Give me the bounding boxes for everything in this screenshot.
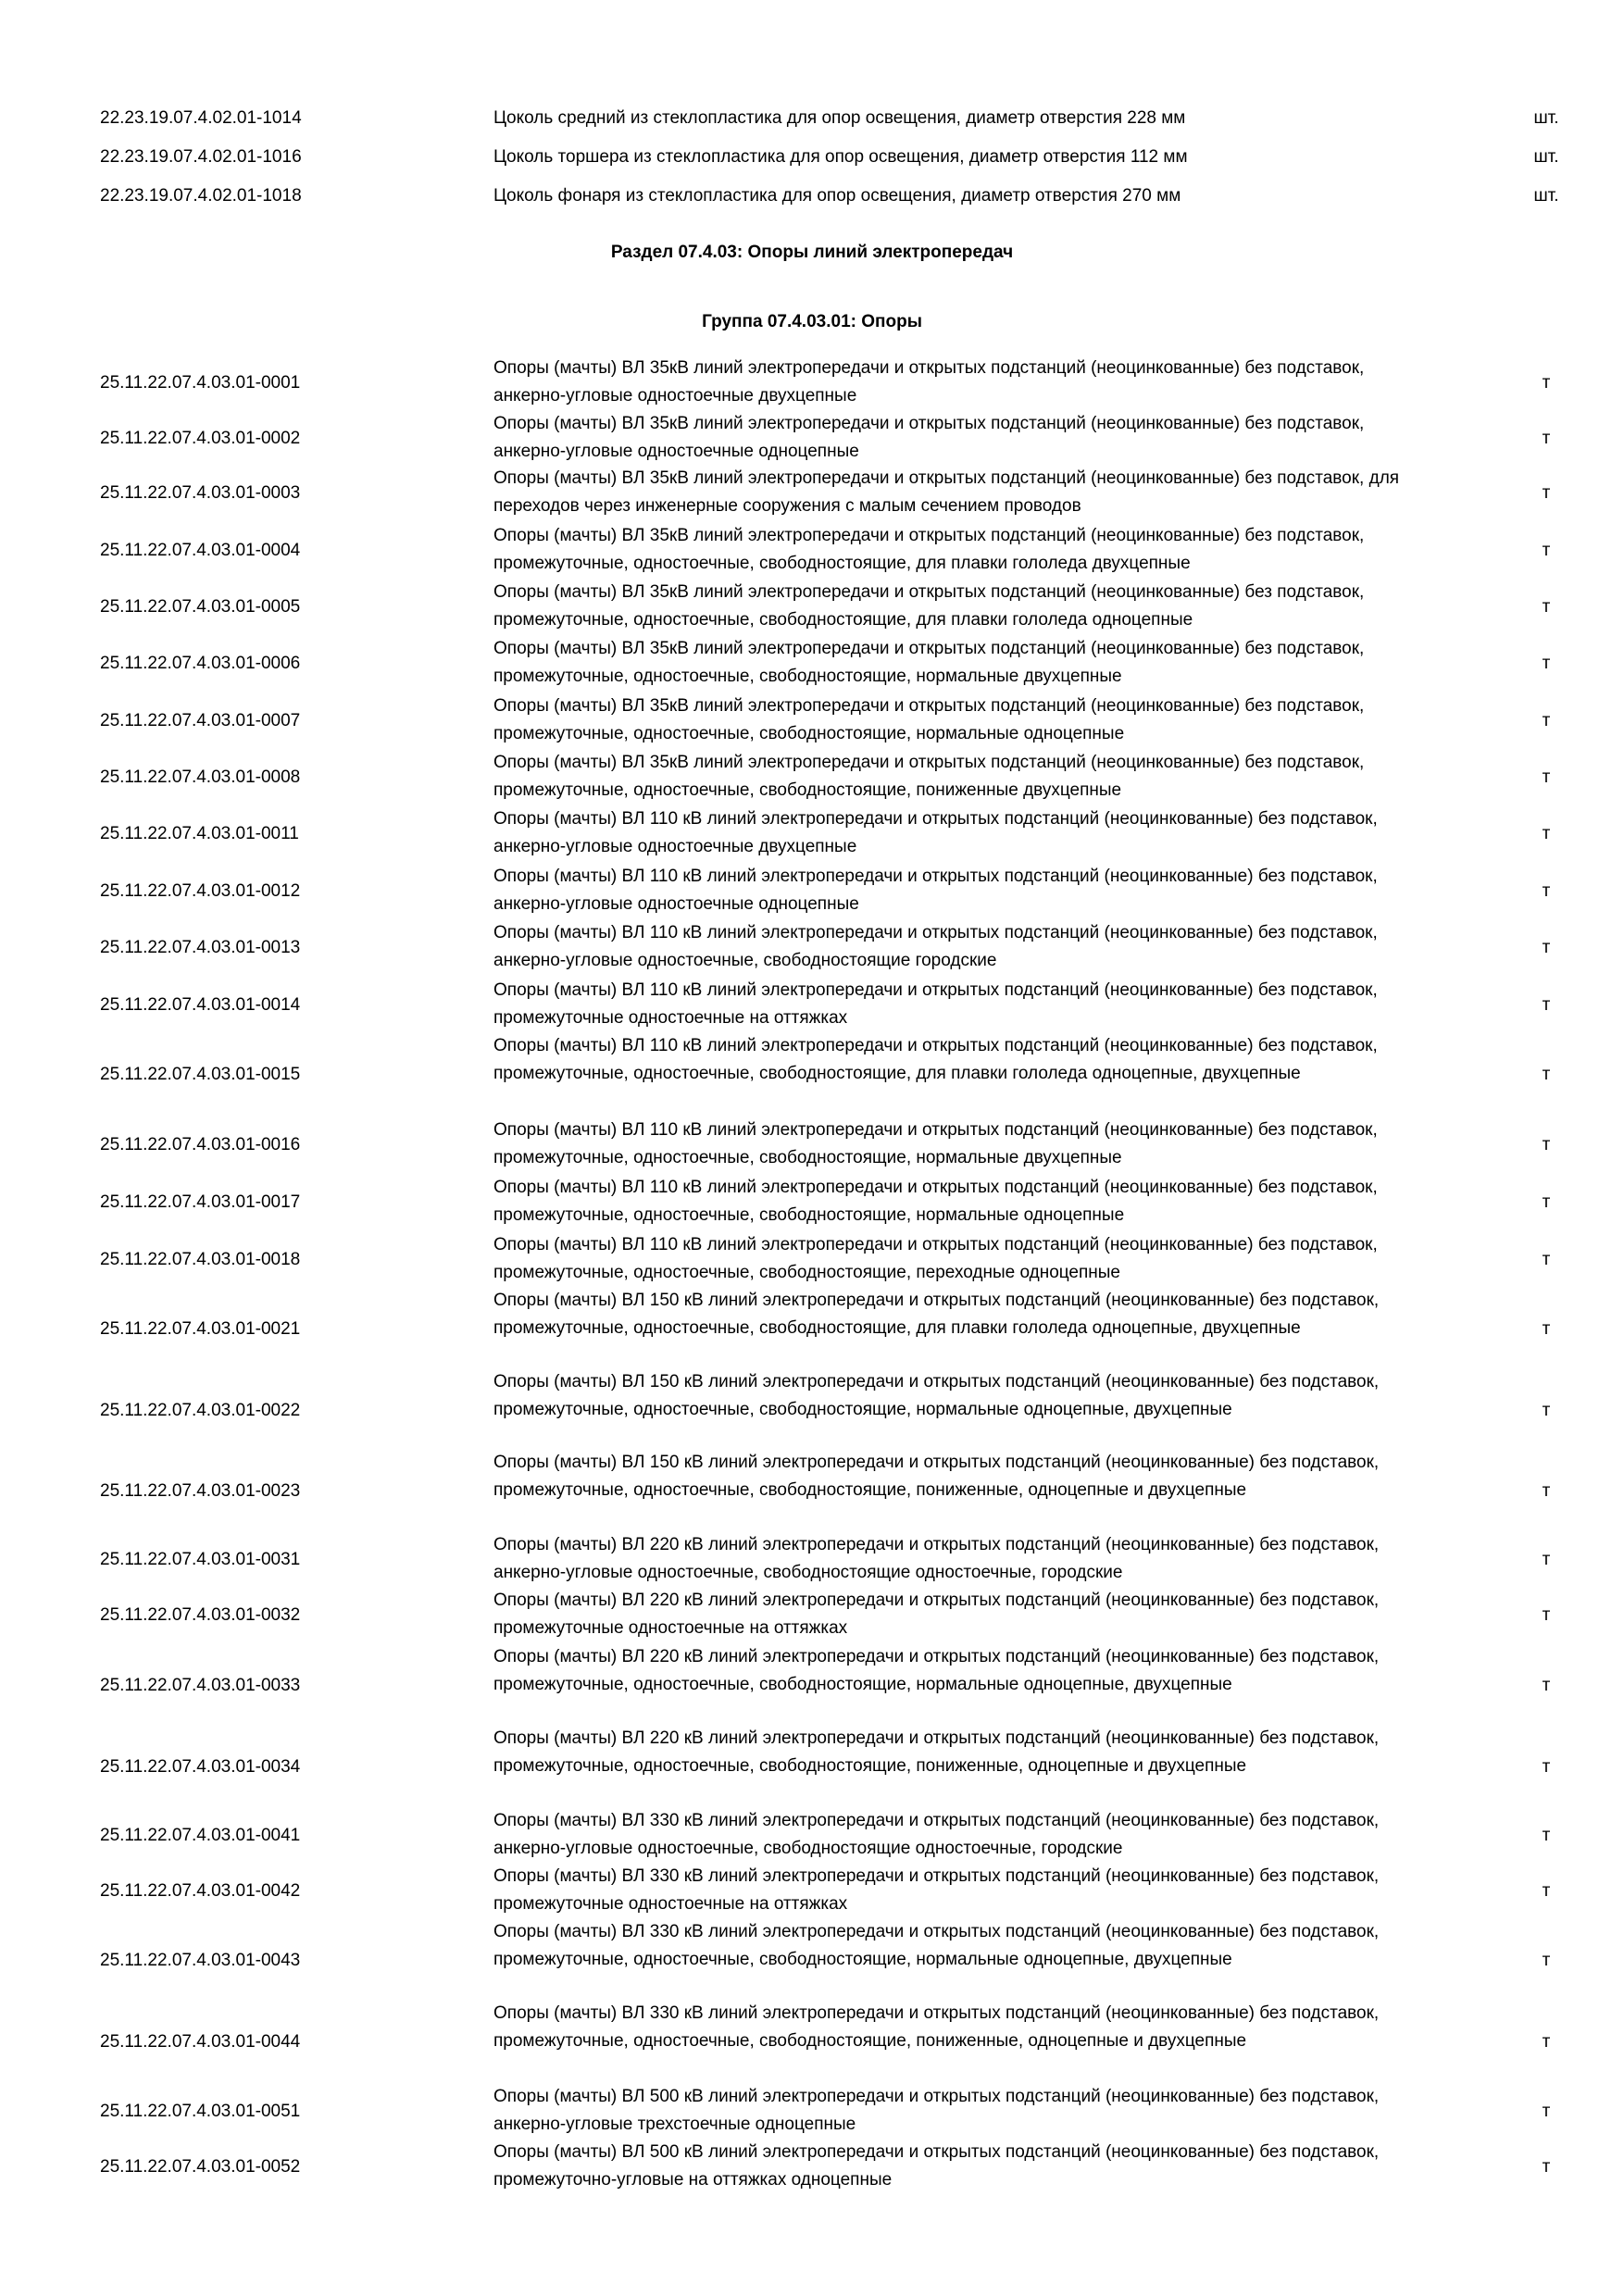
row-code: 25.11.22.07.4.03.01-0051 [100,2102,301,2121]
table-row [0,1368,1624,1454]
row-unit: т [1542,429,1551,448]
row-unit: т [1542,2157,1551,2177]
row-code: 25.11.22.07.4.03.01-0012 [100,881,301,901]
row-description: Опоры (мачты) ВЛ 500 кВ линий электропередачи и открытых подстанций (неоцинкованные) без подставок, анкерно-угловые трехстоечные одноцепные [493,2087,1380,2134]
table-row [0,863,1624,920]
table-row [0,1863,1624,1920]
row-description: Опоры (мачты) ВЛ 110 кВ линий электропередачи и открытых подстанций (неоцинкованные) без подставок, промежуточные, одностоечные, свободностоящие, переходные одноцепные [493,1235,1378,1282]
table-row [0,579,1624,636]
row-description: Опоры (мачты) ВЛ 110 кВ линий электропередачи и открытых подстанций (неоцинкованные) без подставок, промежуточные одностоечные на оттяжках [493,980,1378,1028]
table-row [0,977,1624,1034]
row-code: 25.11.22.07.4.03.01-0015 [100,1065,301,1084]
row-unit: т [1542,1757,1551,1777]
row-description: Опоры (мачты) ВЛ 220 кВ линий электропередачи и открытых подстанций (неоцинкованные) без подставок, промежуточные, одностоечные, свободностоящие, пониженные, одноцепные и двухцепные [493,1728,1380,1776]
row-unit: т [1542,1605,1551,1625]
row-code: 25.11.22.07.4.03.01-0033 [100,1676,301,1695]
table-row [0,805,1624,863]
row-description: Опоры (мачты) ВЛ 35кВ линий электропередачи и открытых подстанций (неоцинкованные) без подставок, промежуточные, одностоечные, свободностоящие, нормальные двухцепные [493,639,1365,686]
row-code: 25.11.22.07.4.03.01-0022 [100,1401,301,1420]
row-code: 25.11.22.07.4.03.01-0006 [100,654,301,673]
row-unit: т [1542,824,1551,843]
row-code: 25.11.22.07.4.03.01-0052 [100,2157,301,2177]
row-unit: т [1542,767,1551,787]
row-unit: шт. [1533,186,1559,206]
table-row [0,1725,1624,1810]
row-description: Опоры (мачты) ВЛ 330 кВ линий электропередачи и открытых подстанций (неоцинкованные) без подставок, промежуточные, одностоечные, свободностоящие, пониженные, одноцепные и двухцепные [493,2003,1380,2051]
row-code: 25.11.22.07.4.03.01-0021 [100,1319,301,1339]
row-description: Опоры (мачты) ВЛ 35кВ линий электропередачи и открытых подстанций (неоцинкованные) без подставок, промежуточные, одностоечные, свободностоящие, пониженные двухцепные [493,753,1365,800]
table-row [0,522,1624,580]
table-row [0,410,1624,468]
row-code: 25.11.22.07.4.03.01-0043 [100,1951,301,1970]
row-unit: шт. [1533,108,1559,128]
row-description: Опоры (мачты) ВЛ 220 кВ линий электропередачи и открытых подстанций (неоцинкованные) без подставок, анкерно-угловые одностоечные, свободностоящие одностоечные, городские [493,1535,1380,1582]
row-description: Опоры (мачты) ВЛ 110 кВ линий электропередачи и открытых подстанций (неоцинкованные) без подставок, промежуточные, одностоечные, свободностоящие, нормальные двухцепные [493,1120,1378,1167]
row-description: Опоры (мачты) ВЛ 150 кВ линий электропередачи и открытых подстанций (неоцинкованные) без подставок, промежуточные, одностоечные, свободностоящие, нормальные одноцепные, двухцепные [493,1372,1380,1419]
table-row [0,355,1624,412]
row-code: 25.11.22.07.4.03.01-0002 [100,429,301,448]
row-description: Опоры (мачты) ВЛ 220 кВ линий электропередачи и открытых подстанций (неоцинкованные) без подставок, промежуточные, одностоечные, свободностоящие, нормальные одноцепные, двухцепные [493,1647,1380,1694]
row-description: Опоры (мачты) ВЛ 35кВ линий электропередачи и открытых подстанций (неоцинкованные) без подставок, анкерно-угловые одностоечные одноцепные [493,414,1365,461]
row-description: Опоры (мачты) ВЛ 35кВ линий электропередачи и открытых подстанций (неоцинкованные) без подставок, для переходов через инженерные сооружения с малым сечением проводов [493,468,1400,516]
row-code: 25.11.22.07.4.03.01-0023 [100,1481,301,1501]
row-description: Опоры (мачты) ВЛ 35кВ линий электропередачи и открытых подстанций (неоцинкованные) без подставок, анкерно-угловые одностоечные двухцепные [493,358,1365,406]
row-description: Опоры (мачты) ВЛ 220 кВ линий электропередачи и открытых подстанций (неоцинкованные) без подставок, промежуточные одностоечные на оттяжках [493,1591,1380,1638]
row-code: 22.23.19.07.4.02.01-1016 [100,147,302,167]
row-description: Опоры (мачты) ВЛ 110 кВ линий электропередачи и открытых подстанций (неоцинкованные) без подставок, промежуточные, одностоечные, свободностоящие, для плавки гололеда одноцепные, двухцепные [493,1036,1378,1083]
table-row [0,465,1624,522]
row-unit: т [1542,483,1551,503]
row-description: Опоры (мачты) ВЛ 35кВ линий электропередачи и открытых подстанций (неоцинкованные) без подставок, промежуточные, одностоечные, свободностоящие, нормальные одноцепные [493,696,1365,743]
row-code: 22.23.19.07.4.02.01-1014 [100,108,302,128]
row-code: 25.11.22.07.4.03.01-0017 [100,1192,301,1212]
table-row [0,1117,1624,1174]
section-title: Раздел 07.4.03: Опоры линий электропередач [610,243,1014,262]
row-unit: т [1542,2032,1551,2052]
row-description: Опоры (мачты) ВЛ 150 кВ линий электропередачи и открытых подстанций (неоцинкованные) без подставок, промежуточные, одностоечные, свободностоящие, для плавки гололеда одноцепные, двухцепные [493,1291,1380,1338]
table-row [0,1174,1624,1231]
row-code: 25.11.22.07.4.03.01-0011 [100,824,299,843]
row-description: Цоколь торшера из стеклопластика для опор освещения, диаметр отверстия 112 мм [493,147,1188,167]
table-row [0,1531,1624,1589]
row-code: 22.23.19.07.4.02.01-1018 [100,186,302,206]
table-row [0,919,1624,977]
row-description: Опоры (мачты) ВЛ 35кВ линий электропередачи и открытых подстанций (неоцинкованные) без подставок, промежуточные, одностоечные, свободностоящие, для плавки гололеда одноцепные [493,582,1365,630]
table-row [0,2083,1624,2140]
row-code: 25.11.22.07.4.03.01-0005 [100,597,301,617]
table-row [0,2139,1624,2196]
table-row [0,182,1624,210]
table-row [0,1032,1624,1117]
table-row [0,144,1624,171]
row-unit: т [1542,597,1551,617]
row-code: 25.11.22.07.4.03.01-0032 [100,1605,301,1625]
row-unit: т [1542,1676,1551,1695]
row-description: Опоры (мачты) ВЛ 500 кВ линий электропередачи и открытых подстанций (неоцинкованные) без подставок, промежуточно-угловые на оттяжках одноцепные [493,2142,1380,2190]
row-code: 25.11.22.07.4.03.01-0018 [100,1250,301,1269]
table-row [0,1643,1624,1728]
group-title: Группа 07.4.03.01: Опоры [702,312,922,331]
row-code: 25.11.22.07.4.03.01-0014 [100,995,301,1015]
row-unit: т [1542,1319,1551,1339]
row-unit: т [1542,1826,1551,1845]
row-code: 25.11.22.07.4.03.01-0041 [100,1826,301,1845]
table-row [0,1807,1624,1865]
row-code: 25.11.22.07.4.03.01-0004 [100,541,301,560]
table-row [0,749,1624,806]
row-unit: т [1542,881,1551,901]
row-unit: т [1542,541,1551,560]
table-row [0,1231,1624,1289]
row-code: 25.11.22.07.4.03.01-0007 [100,711,301,730]
row-unit: т [1542,1550,1551,1569]
table-row [0,1449,1624,1534]
row-code: 25.11.22.07.4.03.01-0034 [100,1757,301,1777]
row-code: 25.11.22.07.4.03.01-0003 [100,483,301,503]
row-unit: т [1542,654,1551,673]
table-row [0,693,1624,750]
row-description: Опоры (мачты) ВЛ 110 кВ линий электропередачи и открытых подстанций (неоцинкованные) без подставок, анкерно-угловые одностоечные, свободностоящие городские [493,923,1378,970]
row-unit: т [1542,1192,1551,1212]
row-description: Опоры (мачты) ВЛ 110 кВ линий электропередачи и открытых подстанций (неоцинкованные) без подставок, анкерно-угловые одностоечные одноцепные [493,867,1378,914]
row-description: Опоры (мачты) ВЛ 330 кВ линий электропередачи и открытых подстанций (неоцинкованные) без подставок, промежуточные, одностоечные, свободностоящие, нормальные одноцепные, двухцепные [493,1922,1380,1969]
row-unit: т [1542,2102,1551,2121]
row-code: 25.11.22.07.4.03.01-0013 [100,938,301,957]
table-row [0,635,1624,693]
row-unit: т [1542,1135,1551,1154]
row-description: Цоколь средний из стеклопластика для опор освещения, диаметр отверстия 228 мм [493,108,1186,128]
row-description: Опоры (мачты) ВЛ 150 кВ линий электропередачи и открытых подстанций (неоцинкованные) без подставок, промежуточные, одностоечные, свободностоящие, пониженные, одноцепные и двухцепные [493,1453,1380,1500]
row-code: 25.11.22.07.4.03.01-0008 [100,767,301,787]
row-code: 25.11.22.07.4.03.01-0001 [100,373,301,393]
row-description: Опоры (мачты) ВЛ 330 кВ линий электропередачи и открытых подстанций (неоцинкованные) без подставок, анкерно-угловые одностоечные, свободностоящие одностоечные, городские [493,1811,1380,1858]
row-unit: т [1542,1951,1551,1970]
table-row [0,1287,1624,1372]
table-row [0,1587,1624,1644]
table-row [0,2000,1624,2085]
row-description: Цоколь фонаря из стеклопластика для опор освещения, диаметр отверстия 270 мм [493,186,1181,206]
row-code: 25.11.22.07.4.03.01-0031 [100,1550,301,1569]
row-unit: т [1542,938,1551,957]
row-code: 25.11.22.07.4.03.01-0042 [100,1881,301,1901]
table-row [0,105,1624,132]
row-description: Опоры (мачты) ВЛ 110 кВ линий электропередачи и открытых подстанций (неоцинкованные) без подставок, промежуточные, одностоечные, свободностоящие, нормальные одноцепные [493,1178,1378,1225]
row-unit: т [1542,1881,1551,1901]
row-unit: т [1542,1401,1551,1420]
row-unit: т [1542,1065,1551,1084]
row-unit: шт. [1533,147,1559,167]
row-unit: т [1542,373,1551,393]
row-description: Опоры (мачты) ВЛ 110 кВ линий электропередачи и открытых подстанций (неоцинкованные) без подставок, анкерно-угловые одностоечные двухцепные [493,809,1378,856]
row-description: Опоры (мачты) ВЛ 35кВ линий электропередачи и открытых подстанций (неоцинкованные) без подставок, промежуточные, одностоечные, свободностоящие, для плавки гололеда двухцепные [493,526,1365,573]
row-code: 25.11.22.07.4.03.01-0044 [100,2032,301,2052]
row-unit: т [1542,1250,1551,1269]
table-row [0,1918,1624,2003]
row-unit: т [1542,1481,1551,1501]
row-unit: т [1542,995,1551,1015]
row-unit: т [1542,711,1551,730]
row-code: 25.11.22.07.4.03.01-0016 [100,1135,301,1154]
row-description: Опоры (мачты) ВЛ 330 кВ линий электропередачи и открытых подстанций (неоцинкованные) без подставок, промежуточные одностоечные на оттяжках [493,1866,1380,1914]
